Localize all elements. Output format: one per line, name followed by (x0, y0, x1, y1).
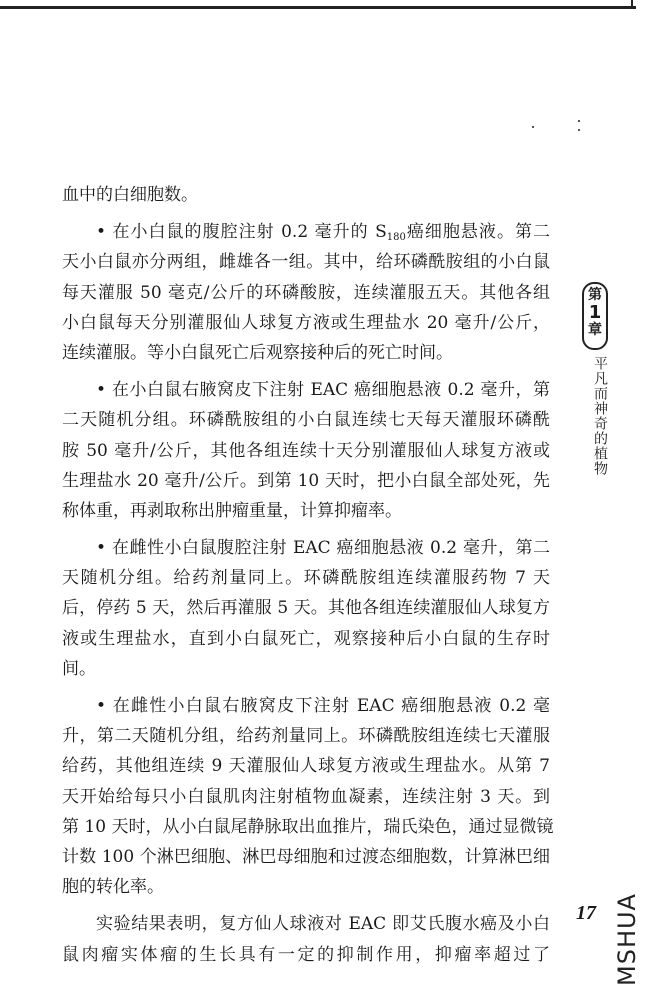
paragraph-gap (62, 684, 550, 691)
text-line-content: 天随机分组。给药剂量同上。环磷酰胺组连续灌服药物 7 天 (62, 568, 550, 589)
text-line (62, 751, 550, 781)
paragraph-gap (62, 210, 550, 217)
text-line (62, 721, 550, 751)
text-line-content: • 在小白鼠右腋窝皮下注射 EAC 癌细胞悬液 0.2 毫升，第 (96, 380, 550, 401)
text-line-continuation: 癌细胞悬液。第二 (405, 222, 551, 243)
text-line-content: 二天随机分组。环磷酰胺组的小白鼠连续七天每天灌服环磷酰 (62, 410, 550, 431)
body-text (62, 180, 554, 970)
chapter-title: 平凡而神奇的植物 (592, 356, 608, 476)
paragraph-gap (62, 902, 550, 909)
text-line-content: 给药，其他组连续 9 天灌服仙人球复方液或生理盐水。从第 7 (62, 756, 550, 777)
page-number: 17 (576, 902, 596, 924)
text-line-content: 生理盐水 20 毫升/公斤。到第 10 天时，把小白鼠全部处死，先 (62, 470, 550, 491)
text-line-content: 称体重，再剥取称出肿瘤重量，计算抑瘤率。 (62, 500, 402, 521)
subscript: 180 (386, 232, 406, 244)
text-line (62, 217, 550, 247)
paragraph-gap (62, 526, 550, 533)
text-line (62, 563, 550, 593)
text-line (62, 308, 550, 338)
text-line (62, 624, 550, 654)
scan-specks (528, 120, 598, 140)
text-line-content: 计数 100 个淋巴细胞、淋巴母细胞和过渡态细胞数，计算淋巴细 (62, 846, 550, 867)
chapter-suffix: 章 (588, 322, 602, 339)
text-line (62, 247, 550, 277)
text-line-content: 连续灌服。等小白鼠死亡后观察接种后的死亡时间。 (62, 342, 453, 363)
paragraph-gap (62, 368, 550, 375)
text-line (62, 466, 550, 496)
text-line (62, 691, 550, 721)
text-line-content: 天小白鼠亦分两组，雌雄各一组。其中，给环磷酰胺组的小白鼠 (62, 252, 550, 273)
text-line (62, 533, 550, 563)
text-line-content: 每天灌服 50 毫克/公斤的环磷酸胺，连续灌服五天。其他各组 (62, 282, 550, 303)
text-line-content: 天开始给每只小白鼠肌肉注射植物血凝素，连续注射 3 天。到 (62, 786, 550, 807)
chapter-side-tab (578, 282, 618, 482)
chapter-prefix: 第 (588, 287, 602, 303)
text-line-content: 胞的转化率。 (62, 877, 164, 898)
chapter-badge (582, 282, 608, 350)
text-line (62, 436, 550, 466)
text-line (62, 782, 550, 812)
text-line-content: 后，停药 5 天，然后再灌服 5 天。其他各组连续灌服仙人球复方 (62, 598, 550, 619)
watermark: MSHUA (613, 893, 641, 986)
text-line (62, 654, 550, 684)
text-line (62, 278, 550, 308)
text-line-content: • 在雌性小白鼠右腋窝皮下注射 EAC 癌细胞悬液 0.2 毫 (96, 696, 550, 716)
text-line (62, 909, 550, 939)
text-line (62, 593, 550, 623)
text-line (62, 375, 550, 405)
top-rule (0, 6, 636, 9)
text-line (62, 812, 554, 842)
text-line-content: 鼠肉瘤实体瘤的生长具有一定的抑制作用，抑瘤率超过了 (62, 944, 550, 965)
text-line-content: 间。 (62, 658, 96, 679)
text-line (62, 842, 550, 872)
top-corner-mark (631, 0, 633, 9)
text-line-content: • 在雌性小白鼠腹腔注射 EAC 癌细胞悬液 0.2 毫升，第二 (96, 538, 550, 559)
text-line (62, 405, 550, 435)
text-line-content: 升，第二天随机分组，给药剂量同上。环磷酰胺组连续七天灌服 (62, 726, 550, 747)
text-line-content: 实验结果表明，复方仙人球液对 EAC 即艾氏腹水癌及小白 (96, 914, 550, 935)
text-line (62, 180, 550, 210)
text-line-content: 液或生理盐水，直到小白鼠死亡，观察接种后小白鼠的生存时 (62, 628, 550, 649)
text-line-content: 小白鼠每天分别灌服仙人球复方液或生理盐水 20 毫升/公斤， (62, 312, 550, 333)
text-line (62, 940, 550, 970)
text-line-content: 第 10 天时，从小白鼠尾静脉取出血推片，瑞氏染色，通过显微镜 (62, 816, 554, 837)
text-line-content: 血中的白细胞数。 (62, 185, 198, 205)
text-line (62, 338, 550, 368)
text-line (62, 872, 550, 902)
chapter-number: 1 (588, 302, 602, 324)
text-line-content: • 在小白鼠的腹腔注射 0.2 毫升的 S (96, 222, 387, 243)
text-line-content: 胺 50 毫升/公斤，其他各组连续十天分别灌服仙人球复方液或 (62, 440, 550, 461)
text-line (62, 496, 550, 526)
